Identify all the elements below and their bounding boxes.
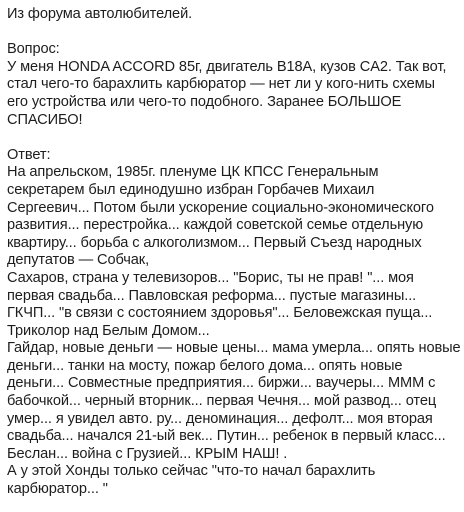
answer-line: Сергеевич... Потом были ускорение социально-экономического [7,199,434,216]
forum-post-text [7,6,459,499]
answer-line: квартиру... борьба с алкоголизмом... Первый Съезд народных [7,234,422,251]
answer-line: деньги... Совместные предприятия... биржи... ваучеры... МММ с [7,375,436,392]
answer-line: развития... перестройка... каждой советской семье отдельную [7,217,424,234]
answer-line: На апрельском, 1985г. пленуме ЦК КПСС Генеральным [7,164,379,181]
answer-line: свадьба... начался 21-ый век... Путин... ребенок в первый класс... [7,428,446,445]
answer-line: первая свадьба... Павловская реформа... пустые магазины... [7,287,417,304]
question-line: стал чего-то барахлить карбюратор — нет ли у кого-нить схемы [7,76,435,93]
answer-text [7,164,459,498]
question-line: его устройства или чего-то подобного. Заранее БОЛЬШОЕ [7,93,402,110]
answer-line: Сахаров, страна у телевизоров... "Борис, ты не прав! "... моя [7,269,414,286]
answer-line: карбюратор... " [7,481,108,498]
answer-line: бабочкой... черный вторник... первая Чечня... мой развод... отец [7,393,437,410]
question-text [7,59,459,129]
answer-line: умер... я увидел авто. ру... деноминация... дефолт... моя вторая [7,410,433,427]
post-intro: Из форума автолюбителей. [7,6,193,22]
answer-line: секретарем был единодушно избран Горбачев Михаил [7,181,375,198]
question-label: Вопрос: [7,41,60,58]
answer-line: ГКЧП... "в связи с состоянием здоровья"... Беловежская пуща... [7,305,433,322]
question-line: У меня HONDA ACCORD 85г, двигатель B18A, кузов CA2. Так вот, [7,58,447,75]
answer-line: Триколор над Белым Домом... [7,322,210,339]
paragraph-gap [7,24,459,42]
paragraph-gap [7,129,459,147]
answer-line: А у этой Хонды только сейчас "что-то начал барахлить [7,463,376,480]
answer-line: депутатов — Собчак, [7,252,150,269]
answer-line: деньги... танки на мосту, пожар белого дома... опять новые [7,357,403,374]
answer-line: Гайдар, новые деньги — новые цены... мама умерла... опять новые [7,340,461,357]
answer-label: Ответ: [7,146,51,163]
question-line: СПАСИБО! [7,111,83,128]
answer-line: Беслан... война с Грузией... КРЫМ НАШ! . [7,445,288,462]
